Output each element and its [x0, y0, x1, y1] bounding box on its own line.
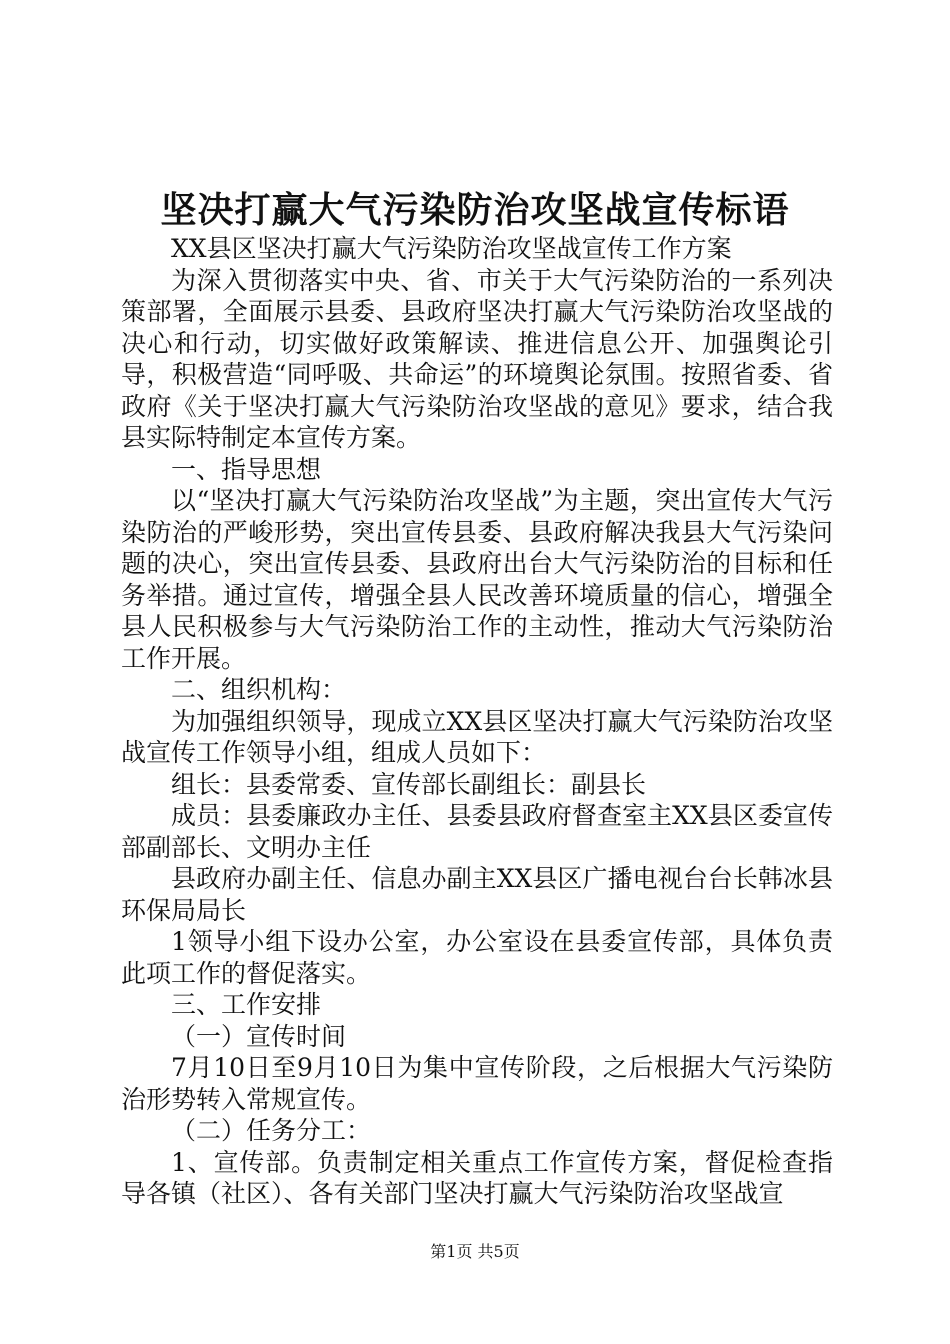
- paragraph-organization: 为加强组织领导，现成立XX县区坚决打赢大气污染防治攻坚战宣传工作领导小组，组成人员如下：: [121, 706, 833, 767]
- paragraph-leader: 组长：县委常委、宣传部长副组长：副县长: [171, 769, 647, 799]
- paragraph-members: 成员：县委廉政办主任、县委县政府督查室主XX县区委宣传部副部长、文明办主任: [121, 801, 833, 862]
- paragraph-members-continued: 县政府办副主任、信息办副主XX县区广播电视台台长韩冰县环保局局长: [121, 864, 833, 925]
- document-body: [121, 233, 833, 1210]
- paragraph-task-1: 1、宣传部。负责制定相关重点工作宣传方案，督促检查指导各镇（社区）、各有关部门坚决打赢大气污染防治攻坚战宣: [121, 1147, 833, 1208]
- document-title: 坚决打赢大气污染防治攻坚战宣传标语: [160, 189, 790, 231]
- paragraph-plan-heading: XX县区坚决打赢大气污染防治攻坚战宣传工作方案: [171, 234, 732, 263]
- paragraph-intro: 为深入贯彻落实中央、省、市关于大气污染防治的一系列决策部署，全面展示县委、县政府坚决打赢大气污染防治攻坚战的决心和行动，切实做好政策解读、推进信息公开、加强舆论引导，积极营造“同呼吸、共命运”的环境舆论氛围。按照省委、省政府《关于坚决打赢大气污染防治攻坚战的意见》要求，结合我县实际特制定本宣传方案。: [121, 265, 833, 452]
- section-heading-work-arrangement: 三、工作安排: [171, 990, 322, 1019]
- section-heading-guiding-ideology: 一、指导思想: [171, 454, 322, 484]
- subsection-heading-tasks: （二）任务分工：: [171, 1116, 372, 1145]
- paragraph-office: 1领导小组下设办公室，办公室设在县委宣传部，具体负责此项工作的督促落实。: [121, 927, 833, 988]
- paragraph-time: 7月10日至9月10日为集中宣传阶段，之后根据大气污染防治形势转入常规宣传。: [121, 1053, 833, 1114]
- subsection-heading-time: （一）宣传时间: [171, 1021, 347, 1051]
- page-footer: 第1页 共5页: [430, 1242, 520, 1261]
- paragraph-guiding-ideology: 以“坚决打赢大气污染防治攻坚战”为主题，突出宣传大气污染防治的严峻形势，突出宣传县委、县政府解决我县大气污染问题的决心，突出宣传县委、县政府出台大气污染防治的目标和任务举措。通过宣传，增强全县人民改善环境质量的信心，增强全县人民积极参与大气污染防治工作的主动性，推动大气污染防治工作开展。: [121, 486, 833, 673]
- section-heading-organization: 二、组织机构：: [171, 675, 347, 704]
